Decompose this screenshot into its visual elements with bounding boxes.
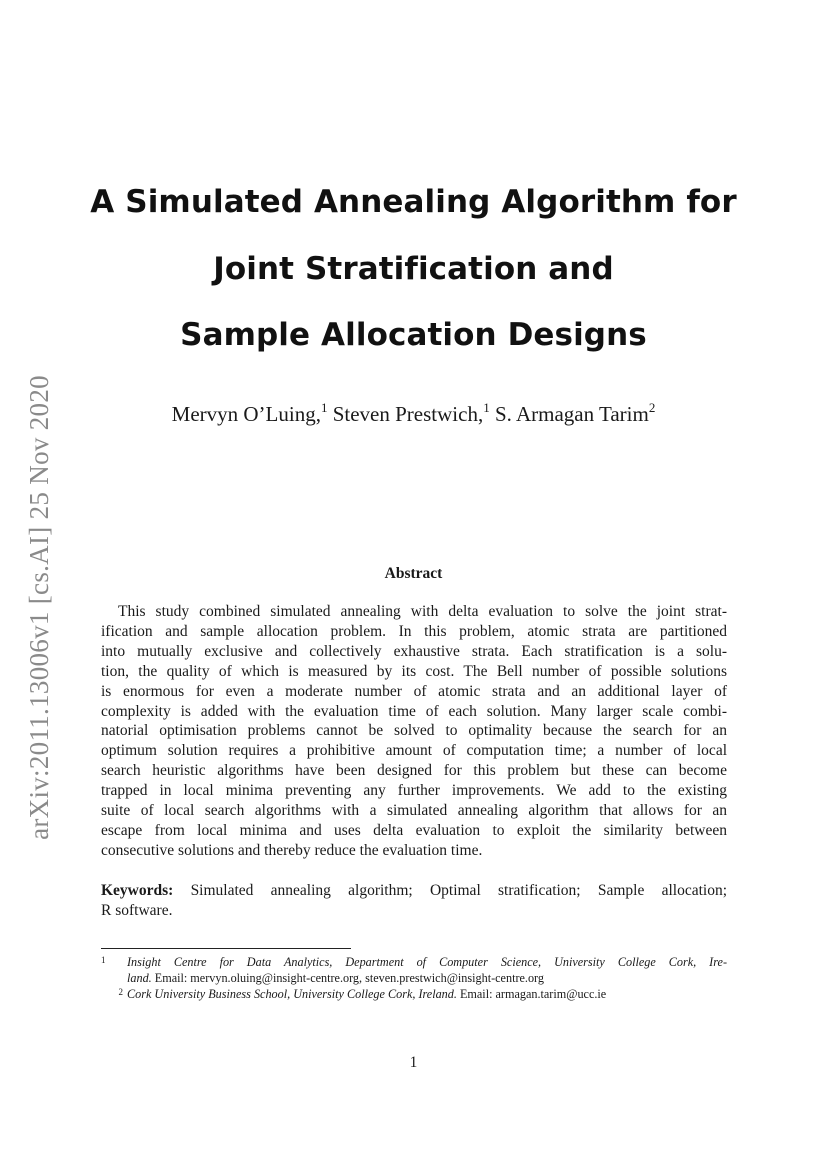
paper-title-line-3: Sample Allocation Designs xyxy=(180,317,647,353)
abstract-line: trapped in local minima preventing any further improvements. We add to the existing xyxy=(101,782,727,800)
abstract-heading: Abstract xyxy=(384,565,443,582)
arxiv-identifier-stamp xyxy=(18,365,60,850)
footnote-1-line-2 xyxy=(101,970,727,986)
keywords-block xyxy=(101,881,727,921)
footnote-separator xyxy=(101,948,351,949)
abstract-line: optimum solution requires a prohibitive amount of computation time; a number of local xyxy=(101,742,727,760)
page-number: 1 xyxy=(409,1054,418,1071)
author-affiliation-mark: 2 xyxy=(648,399,656,415)
footnote-number: 1 xyxy=(101,955,106,965)
abstract-line: ification and sample allocation problem. In this problem, atomic strata are partitioned xyxy=(101,622,727,640)
abstract-line: escape from local minima and uses delta evaluation to exploit the similarity between xyxy=(101,821,727,839)
abstract-line: suite of local search algorithms with a simulated annealing algorithm that allows for an xyxy=(101,802,727,820)
footnote-email: Email: armagan.tarim@ucc.ie xyxy=(459,987,607,1002)
footnote-affiliation: Cork University Business School, University College Cork, Ireland. xyxy=(127,987,457,1002)
paper-title-line-2: Joint Stratification and xyxy=(213,251,614,287)
keywords-line xyxy=(101,881,727,901)
abstract-body xyxy=(101,602,727,861)
author-name: Steven Prestwich, xyxy=(332,402,484,426)
keywords-text: Simulated annealing algorithm; Optimal stratification; Sample allocation; xyxy=(190,882,727,899)
author-name: Mervyn O’Luing, xyxy=(171,402,321,426)
abstract-line: tion, the quality of which is measured by its cost. The Bell number of possible solutions xyxy=(101,662,727,680)
author-affiliation-mark: 1 xyxy=(320,399,328,415)
footnote-email: Email: mervyn.oluing@insight-centre.org, steven.prestwich@insight-centre.org xyxy=(154,971,544,986)
author-affiliation-mark: 1 xyxy=(483,399,490,415)
abstract-line: This study combined simulated annealing with delta evaluation to solve the joint strat- xyxy=(118,603,727,620)
keywords-label: Keywords: xyxy=(101,882,174,899)
arxiv-identifier-text: arXiv:2011.13006v1 [cs.AI] 25 Nov 2020 xyxy=(23,375,54,840)
footnote-2 xyxy=(101,986,727,1002)
abstract-line: natorial optimisation problems cannot be solved to optimality because the search for an xyxy=(101,722,727,740)
keywords-text-continued: R software. xyxy=(101,902,173,919)
paper-title-line-1: A Simulated Annealing Algorithm for xyxy=(90,184,737,220)
abstract-line: search heuristic algorithms have been designed for this problem but these can become xyxy=(101,762,727,780)
footnotes xyxy=(101,954,727,1003)
author-list xyxy=(0,399,827,427)
footnote-affiliation: land. xyxy=(127,971,152,986)
footnote-1-line-1 xyxy=(101,954,727,970)
footnote-affiliation: Insight Centre for Data Analytics, Department of Computer Science, University College Cork, Ire- xyxy=(127,955,727,969)
abstract-line: consecutive solutions and thereby reduce the evaluation time. xyxy=(101,841,483,859)
abstract-line: is enormous for even a moderate number of atomic strata and an additional layer of xyxy=(101,682,727,700)
abstract-line: complexity is added with the evaluation time of each solution. Many larger scale combi- xyxy=(101,702,727,720)
footnote-number: 2 xyxy=(118,987,123,998)
abstract-line: into mutually exclusive and collectively exhaustive strata. Each stratification is a solu- xyxy=(101,642,727,660)
author-name: S. Armagan Tarim xyxy=(494,402,649,426)
